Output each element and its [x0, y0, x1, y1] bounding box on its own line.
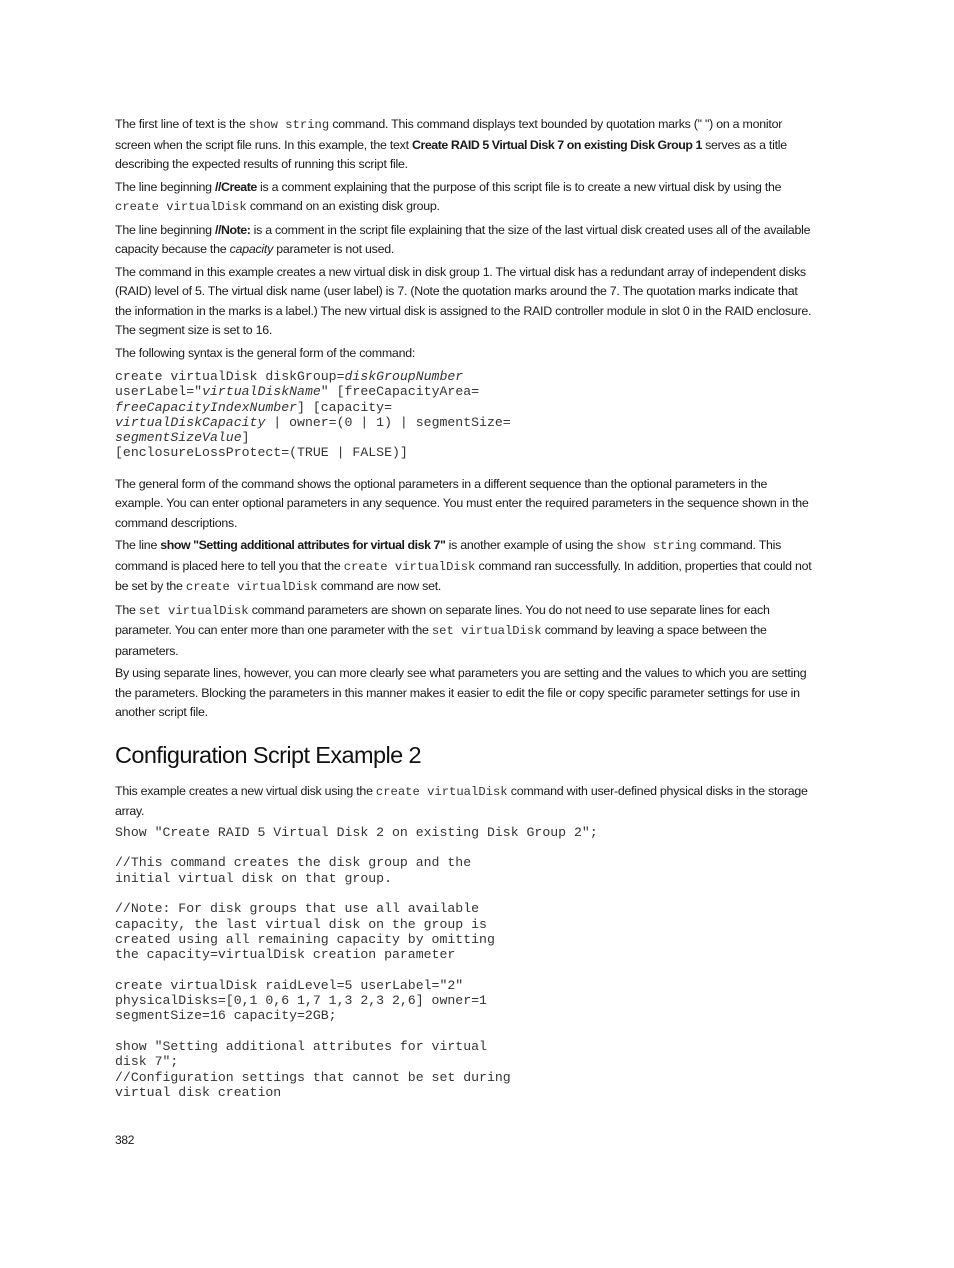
- bold-text: //Note:: [214, 222, 251, 237]
- italic-text: capacity: [229, 242, 274, 256]
- inline-code: create virtualDisk: [343, 559, 476, 574]
- text: command. This command displays text bounded by quotation marks (" ") on a monitor screen when the script file runs. In this example, the text: [115, 117, 783, 152]
- text: The line: [115, 538, 161, 553]
- code-text: " [freeCapacityArea=: [320, 384, 480, 400]
- text: The line beginning: [115, 179, 215, 194]
- paragraph-note-comment: [115, 221, 815, 260]
- section-heading: Configuration Script Example 2: [115, 741, 421, 768]
- code-text: | owner=(0 | 1) | segmentSize=: [265, 414, 511, 430]
- text: This example creates a new virtual disk using the: [115, 783, 376, 798]
- code-text: ] [capacity=: [297, 399, 392, 415]
- code-text: create virtualDisk diskGroup=: [115, 369, 345, 384]
- inline-code: show string: [248, 118, 330, 132]
- inline-code: set virtualDisk: [431, 624, 542, 639]
- paragraph-create-comment: [115, 178, 815, 218]
- text: command. This command is placed here to tell you that the: [115, 538, 782, 573]
- paragraph-show-string: [115, 115, 815, 175]
- paragraph-show-setting: [115, 536, 815, 598]
- code-text: [enclosureLossProtect=(TRUE | FALSE)]: [115, 445, 408, 461]
- code-var: diskGroupNumber: [344, 369, 464, 384]
- bold-text: Create RAID 5 Virtual Disk 7 on existing Disk Group 1: [411, 137, 702, 152]
- code-var: segmentSizeValue: [115, 430, 242, 446]
- page-body: [115, 114, 815, 1100]
- paragraph-set-virtualdisk: [115, 601, 815, 662]
- text: The first line of text is the: [115, 117, 249, 131]
- text: command ran successfully. In addition, properties that could not be set by the: [115, 558, 812, 594]
- code-var: freeCapacityIndexNumber: [115, 399, 298, 415]
- paragraph-syntax-intro: The following syntax is the general form of the command:: [115, 345, 416, 360]
- inline-code: create virtualDisk: [185, 580, 318, 595]
- text: parameter is not used.: [273, 242, 395, 256]
- syntax-code-block: [115, 369, 815, 461]
- code-text: userLabel=": [115, 384, 203, 400]
- script-code-block: Show "Create RAID 5 Virtual Disk 2 on existing Disk Group 2"; //This command creates the disk group and the initial virtual disk on that group. //Note: For disk groups that use all available capacity, the last virtual disk on the group is created using all remaining capacity by omitting the capacity=virtualDisk creation parameter create virtualDisk raidLevel=5 userLabel="2" physicalDisks=[0,1 0,6 1,7 1,3 2,3 2,6] owner=1 segmentSize=16 capacity=2GB; show "Setting additional attributes for virtual disk 7"; //Configuration settings that cannot be set during virtual disk creation: [115, 824, 598, 1100]
- inline-code: create virtualDisk: [375, 784, 508, 799]
- text: serves as a title describing the expected results of running this script file.: [115, 137, 787, 171]
- bold-text: //Create: [214, 179, 257, 194]
- page-number: 382: [115, 1133, 135, 1147]
- text: is a comment in the script file explaining that the size of the last virtual disk created uses all of the available capacity because the: [115, 222, 811, 256]
- paragraph-separate-lines: By using separate lines, however, you can more clearly see what parameters you are setting and the values to which you are setting the parameters. Blocking the parameters in this manner makes it easier to edit the file or copy specific parameter settings for use in another script file.: [115, 666, 807, 720]
- inline-code: set virtualDisk: [138, 603, 249, 618]
- code-text: ]: [241, 430, 250, 446]
- text: command with user-defined physical disks in the storage array.: [115, 783, 808, 819]
- text: command on an existing disk group.: [246, 199, 440, 213]
- text: is another example of using the: [445, 538, 617, 553]
- paragraph-command-explanation: The command in this example creates a new virtual disk in disk group 1. The virtual disk has a redundant array of independent disks (RAID) level of 5. The virtual disk name (user label) is 7. (Note the quotation marks around the 7. The quotation marks indicate that the information in the marks is a label.) The new virtual disk is assigned to the RAID controller module in slot 0 in the RAID enclosure. The segment size is set to 16.: [115, 264, 812, 337]
- text: is a comment explaining that the purpose of this script file is to create a new virtual disk by using the: [256, 179, 782, 194]
- text: The: [115, 602, 139, 617]
- inline-code: show string: [616, 539, 697, 554]
- text: command by leaving a space between the parameters.: [115, 623, 767, 658]
- code-var: virtualDiskCapacity: [115, 414, 266, 430]
- text: command are now set.: [317, 579, 442, 594]
- code-var: virtualDiskName: [202, 384, 321, 400]
- text: command parameters are shown on separate lines. You do not need to use separate lines for each parameter. You can enter more than one parameter with the: [115, 602, 770, 638]
- paragraph-general-form: The general form of the command shows the optional parameters in a different sequence than the optional parameters in the example. You can enter optional parameters in any sequence. You must enter the required parameters in the sequence shown in the command descriptions.: [115, 476, 809, 530]
- text: The line beginning: [115, 222, 215, 237]
- inline-code: create virtualDisk: [115, 200, 247, 214]
- paragraph-example-2-intro: [115, 782, 815, 822]
- bold-text: show "Setting additional attributes for virtual disk 7": [160, 538, 446, 553]
